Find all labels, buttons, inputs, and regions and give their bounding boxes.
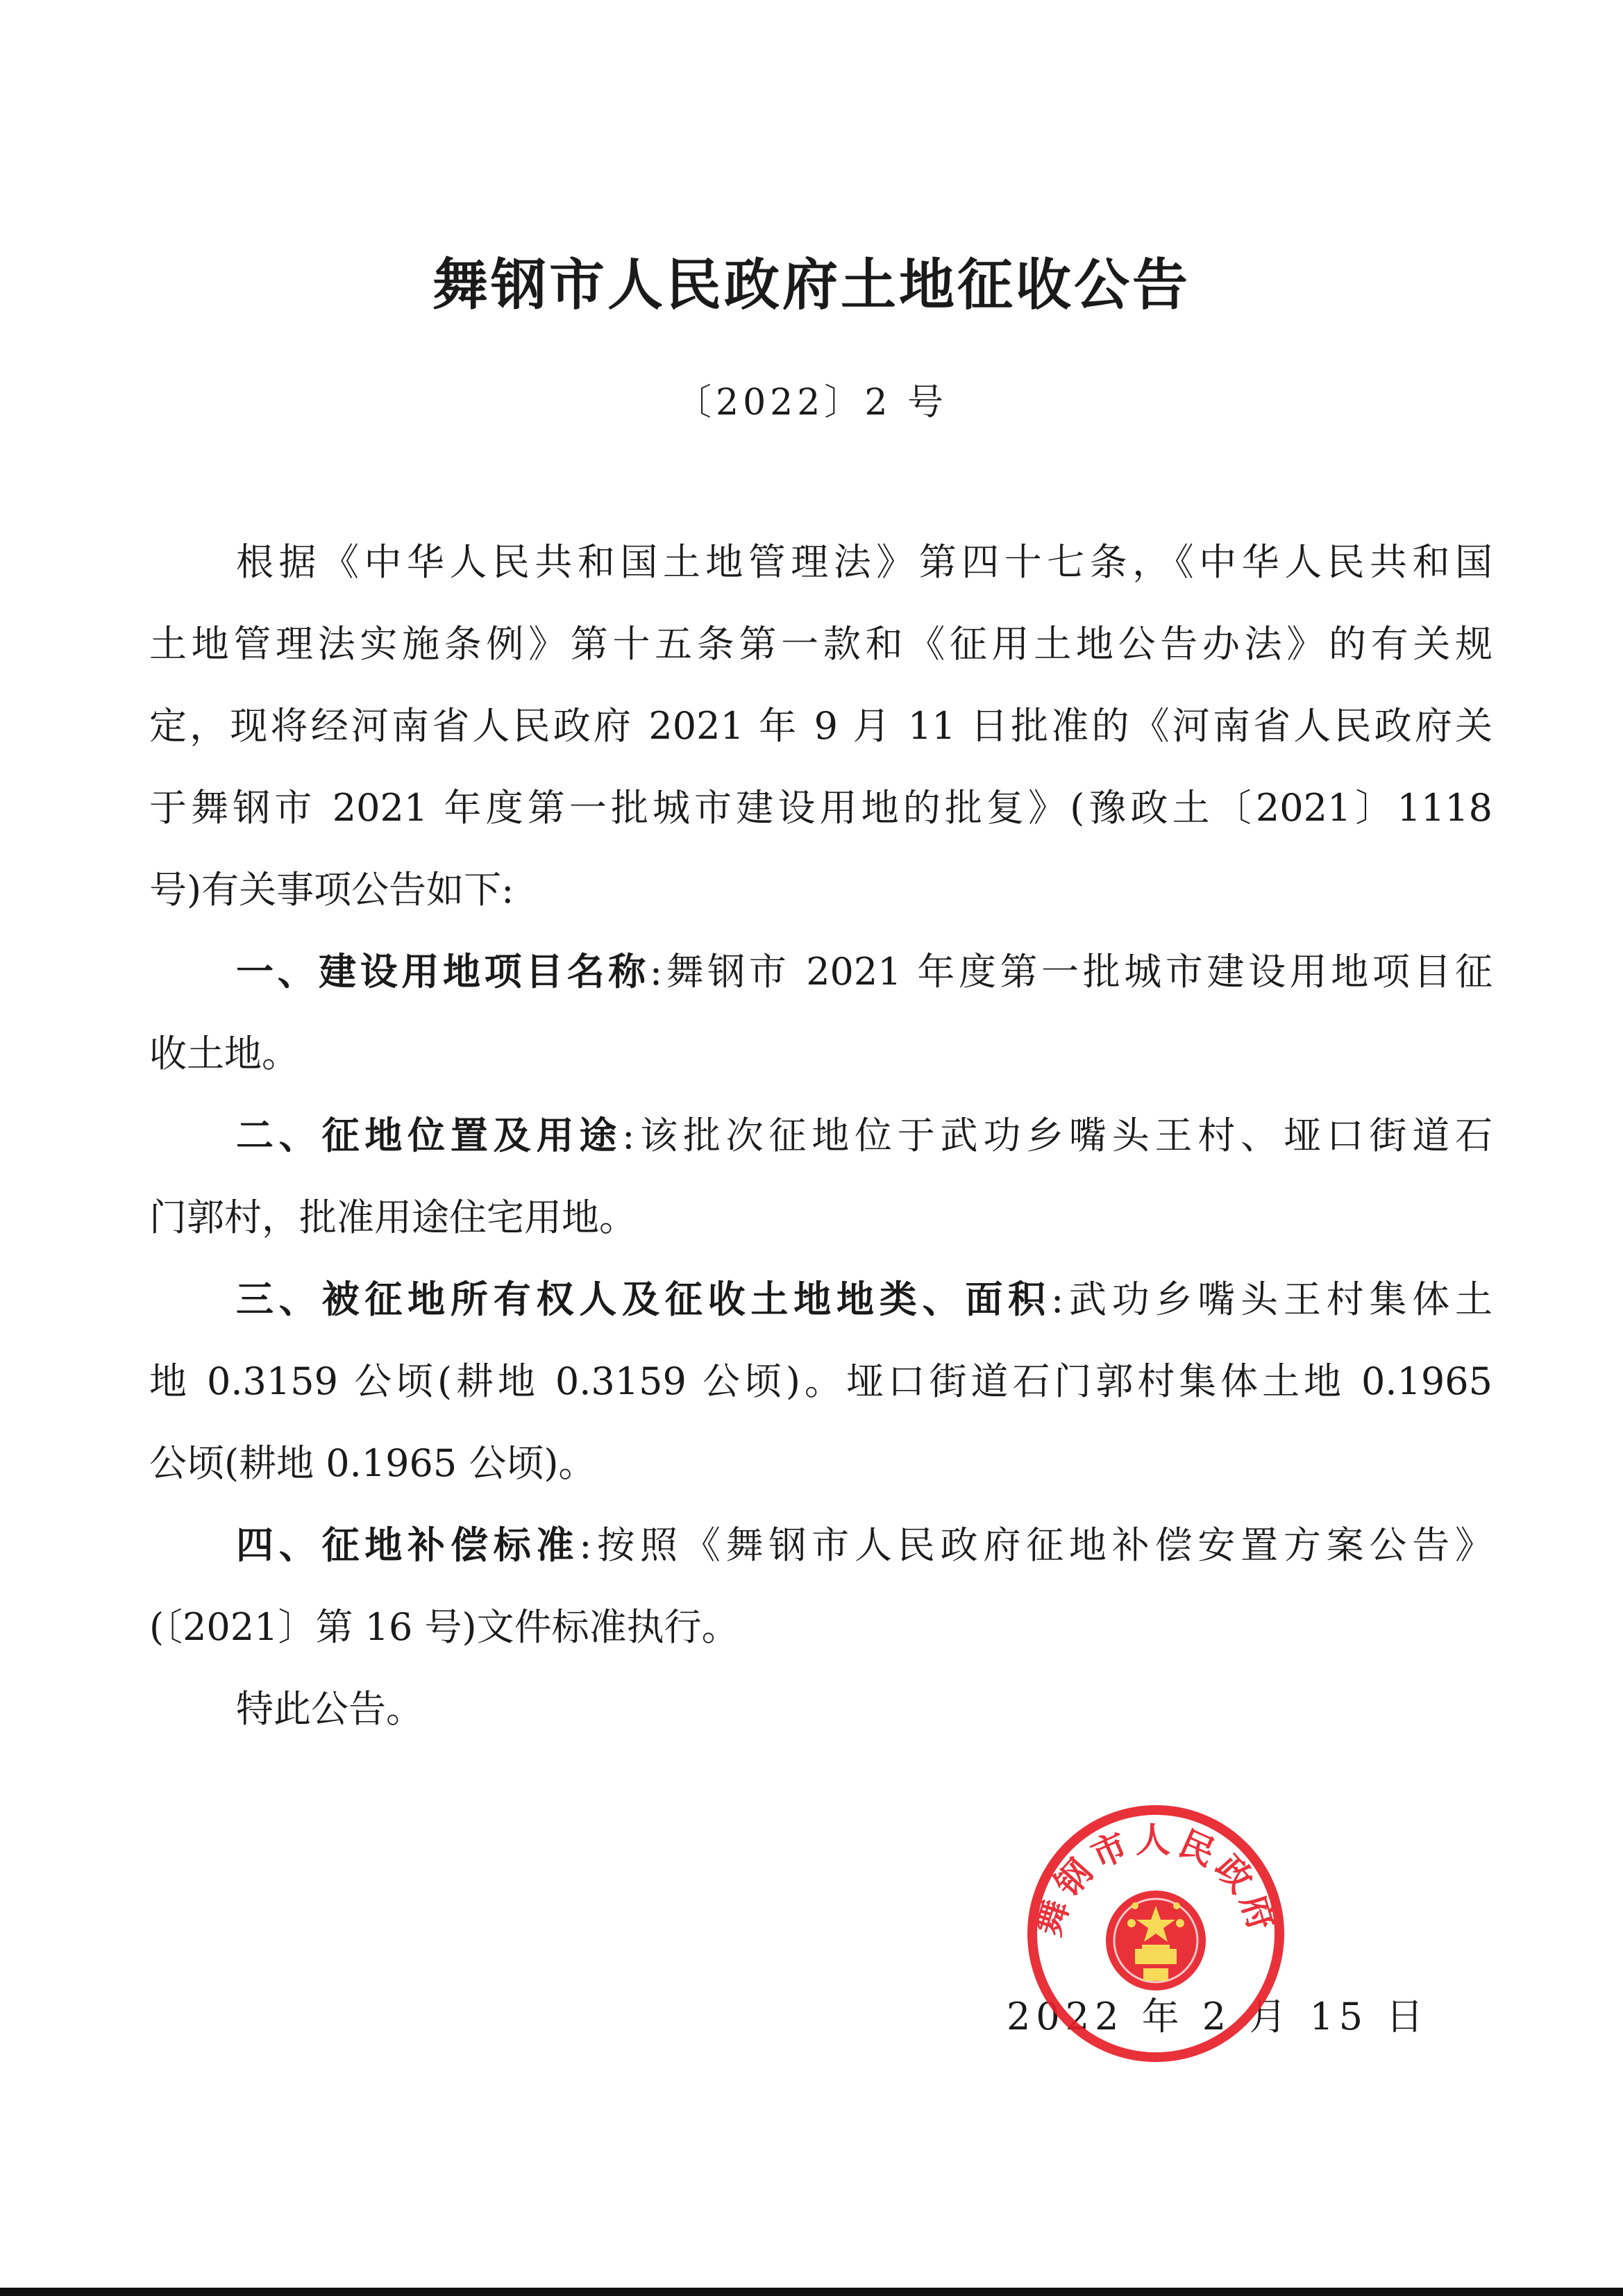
section-4-heading: 四、征地补偿标准 [236, 1523, 580, 1567]
official-seal [1024, 1802, 1288, 2065]
section-1-first-line [236, 944, 1492, 1000]
section-4-text: :按照《舞钢市人民政府征地补偿安置方案公告》 [579, 1523, 1492, 1567]
section-1-text: :舞钢市 2021 年度第一批城市建设用地项目征 [649, 950, 1493, 994]
section-4-line: (〔2021〕第 16 号)文件标准执行。 [149, 1605, 739, 1649]
document-date: 2022 年 2 月 15 日 [1007, 1995, 1429, 2038]
section-2-line: 门郭村，批准用途住宅用地。 [149, 1196, 637, 1239]
section-3-text: :武功乡嘴头王村集体土 [1050, 1277, 1492, 1321]
document-title: 舞钢市人民政府土地征收公告 [432, 252, 1191, 317]
intro-line: 号)有关事项公告如下: [149, 868, 514, 912]
section-1-line: 收土地。 [149, 1032, 299, 1075]
section-2-text: :该批次征地位于武功乡嘴头王村、垭口街道石 [622, 1114, 1492, 1157]
seal-text: 舞钢市人民政府 [1027, 1819, 1285, 1941]
section-4-first-line [236, 1518, 1492, 1573]
section-3-first-line [236, 1272, 1492, 1327]
intro-line: 于舞钢市 2021 年度第一批城市建设用地的批复》(豫政土〔2021〕1118 [149, 786, 1492, 830]
intro-line: 根据《中华人民共和国土地管理法》第四十七条，《中华人民共和国 [236, 540, 1492, 584]
closing-text: 特此公告。 [236, 1687, 423, 1731]
section-2-first-line [236, 1108, 1492, 1164]
section-3-heading: 三、被征地所有权人及征收土地地类、面积 [236, 1277, 1051, 1321]
national-emblem-icon [1106, 1891, 1206, 1991]
intro-line: 定，现将经河南省人民政府 2021 年 9 月 11 日批准的《河南省人民政府关 [149, 704, 1492, 748]
section-2-heading: 二、征地位置及用途 [236, 1114, 623, 1157]
section-3-line: 地 0.3159 公顷(耕地 0.3159 公顷)。垭口街道石门郭村集体土地 0.1965 [149, 1359, 1492, 1403]
scan-border [0, 2288, 1623, 2296]
section-1-heading: 一、建设用地项目名称 [236, 950, 650, 994]
intro-line: 土地管理法实施条例》第十五条第一款和《征用土地公告办法》的有关规 [149, 622, 1492, 666]
document-number: 〔2022〕2 号 [675, 382, 948, 424]
section-3-line: 公顷(耕地 0.1965 公顷)。 [149, 1441, 596, 1485]
